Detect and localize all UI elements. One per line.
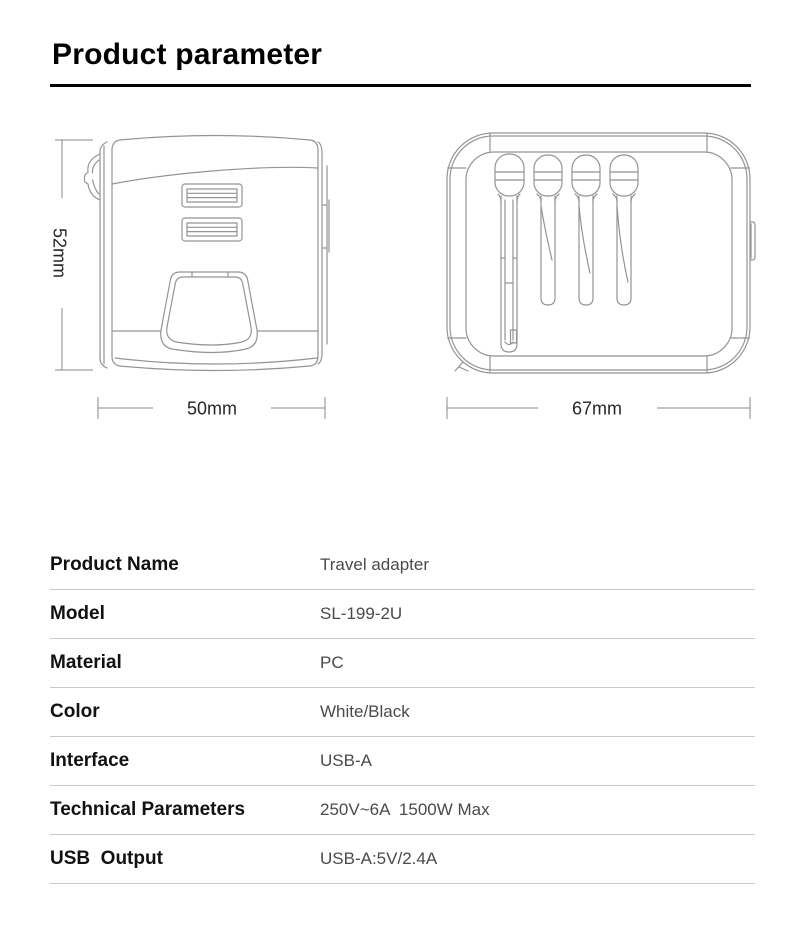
spec-value: USB-A:5V/2.4A <box>320 849 438 868</box>
spec-row-interface <box>50 737 755 786</box>
front-view-height-dimension: 52mm <box>49 227 70 279</box>
spec-table <box>50 541 755 884</box>
spec-value: Travel adapter <box>320 555 429 574</box>
spec-row-model <box>50 590 755 639</box>
spec-row-usb-output <box>50 835 755 884</box>
spec-value: USB-A <box>320 751 372 770</box>
spec-label: Color <box>50 701 100 722</box>
spec-label: Material <box>50 652 122 673</box>
front-view-dimension-lines <box>55 140 325 419</box>
slider-knob-icon <box>495 154 524 196</box>
side-view-width-dimension: 67mm <box>571 398 623 419</box>
spec-row-product-name <box>50 541 755 590</box>
front-view-width-dimension: 50mm <box>186 398 238 419</box>
diagram-area <box>0 110 800 445</box>
spec-row-color <box>50 688 755 737</box>
front-view-drawing <box>84 136 329 371</box>
side-view-drawing <box>447 133 755 373</box>
spec-label: Model <box>50 603 105 624</box>
page-title: Product parameter <box>52 38 323 71</box>
spec-label: Interface <box>50 750 130 771</box>
spec-row-technical-parameters <box>50 786 755 835</box>
usb-port-icon <box>182 218 242 241</box>
spec-label: Product Name <box>50 554 179 575</box>
spec-value: White/Black <box>320 702 410 721</box>
slider-knob-icon <box>534 155 562 196</box>
spec-value: 250V~6A 1500W Max <box>320 800 490 819</box>
technical-drawings <box>0 110 800 445</box>
slider-knob-icon <box>572 155 600 196</box>
title-underline <box>50 84 751 87</box>
spec-value: SL-199-2U <box>320 604 403 623</box>
spec-value: PC <box>320 653 344 672</box>
usb-port-icon <box>182 184 242 207</box>
spec-label: USB Output <box>50 848 163 869</box>
slider-knob-icon <box>610 155 638 196</box>
spec-row-material <box>50 639 755 688</box>
spec-label: Technical Parameters <box>50 799 246 820</box>
